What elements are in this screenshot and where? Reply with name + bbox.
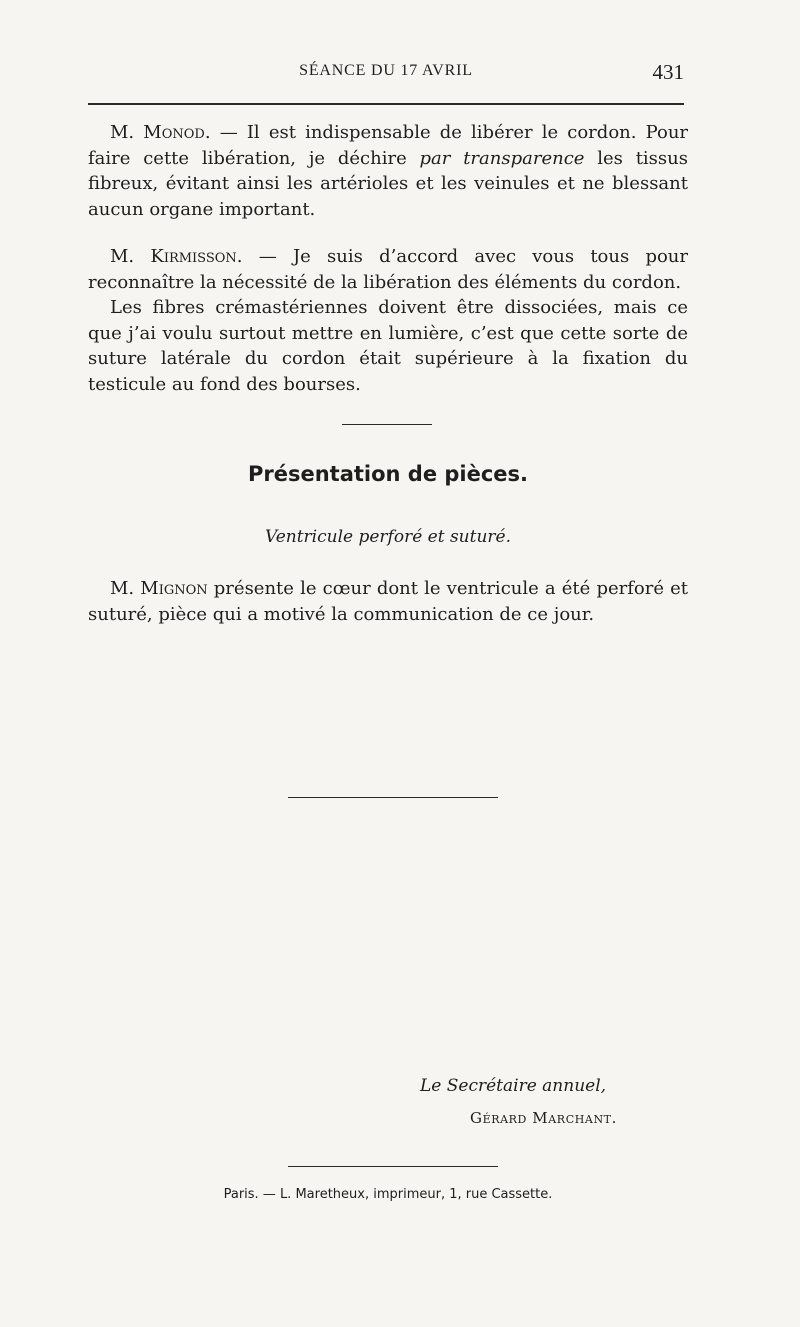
page-header <box>88 62 684 88</box>
signature-role: Le Secrétaire annuel, <box>420 1076 607 1096</box>
running-head: SÉANCE DU 17 AVRIL <box>299 62 473 79</box>
monod-italic-phrase: par transparence <box>419 147 585 169</box>
section-subtitle: Ventricule perforé et suturé. <box>264 527 512 547</box>
mignon-text: présente le cœur dont le ventricule a été perforé et suturé, pièce qui a motivé la communication de ce jour. <box>88 578 689 625</box>
imprint-line: Paris. — L. Maretheux, imprimeur, 1, rue Cassette. <box>223 1187 553 1202</box>
section-divider <box>342 424 432 425</box>
monod-paragraph <box>88 120 688 222</box>
signature-name: Gérard Marchant. <box>470 1109 617 1127</box>
mignon-block <box>88 576 688 627</box>
header-rule <box>88 103 684 105</box>
mignon-paragraph <box>88 576 688 627</box>
imprint-divider <box>288 1166 498 1167</box>
end-divider <box>288 797 498 798</box>
monod-text-before: — Il est indispensable de libérer le cordon. Pour faire cette libération, je déchire <box>88 122 689 169</box>
kirmisson-text: — Je suis d’accord avec vous tous pour reconnaître la nécessité de la libération des éléments du cordon. <box>88 246 688 293</box>
section-title: Présentation de pièces. <box>247 462 529 486</box>
continuation-paragraph: Les fibres crémastériennes doivent être dissociées, mais ce que j’ai voulu surtout mettre en lumière, c’est que cette sorte de suture latérale du cordon était supérieure à la fixation du testicule au fond des bourses. <box>88 297 688 395</box>
page-number: 431 <box>652 60 684 84</box>
speaker-monod: M. Monod. <box>110 122 211 143</box>
kirmisson-block <box>88 244 688 397</box>
kirmisson-paragraph <box>88 244 688 295</box>
speaker-mignon: M. Mignon <box>110 578 208 599</box>
speaker-kirmisson: M. Kirmisson. <box>110 246 243 267</box>
monod-text-after: les tissus fibreux, évitant ainsi les artérioles et les veinules et ne blessant aucun organe important. <box>88 147 688 220</box>
